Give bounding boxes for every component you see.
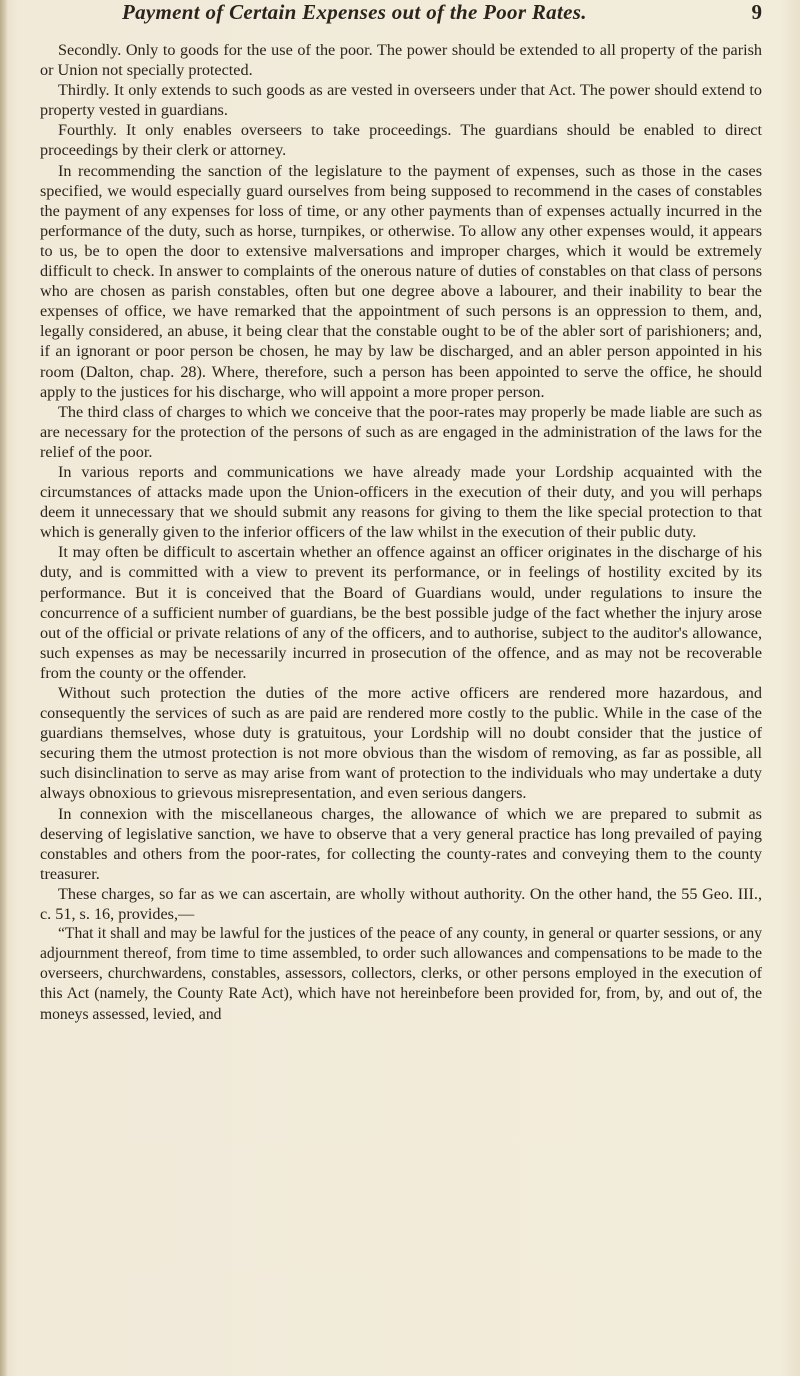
paragraph: In various reports and communications we have already made your Lordship acquainted with the circumstances of attacks made upon the Union-officers in the execution of their duty, and you will perhaps deem it unnecessary that we should submit any reasons for giving to them the like special protection to that which is generally given to the inferior officers of the law whilst in the execution of their public duty. — [40, 462, 762, 542]
paragraph: Thirdly. It only extends to such goods as are vested in overseers under that Act. The power should extend to property vested in guardians. — [40, 81, 762, 120]
body-text — [40, 40, 762, 1025]
paragraph: Fourthly. It only enables overseers to take proceedings. The guardians should be enabled to direct proceedings by their clerk or attorney. — [40, 121, 762, 160]
paragraph: The third class of charges to which we conceive that the poor-rates may properly be made liable are such as are necessary for the protection of the persons of such as are engaged in the administration of the laws for the relief of the poor. — [40, 402, 762, 461]
paragraph: It may often be difficult to ascertain whether an offence against an officer originates in the discharge of his duty, and is committed with a view to prevent its performance, or in feelings of hostility excited by its performance. But it is conceived that the Board of Guardians would, under regulations to insure the concurrence of a sufficient number of guardians, be the best possible judge of the fact whether the injury arose out of the official or private relations of any of the officers, and to authorise, subject to the auditor's allowance, such expenses as may be necessarily incurred in prosecution of the offence, and as may not be recoverable from the county or the offender. — [40, 543, 762, 682]
page-header — [122, 0, 762, 32]
paragraph: Secondly. Only to goods for the use of the poor. The power should be extended to all property of the parish or Union not specially protected. — [40, 41, 762, 80]
binding-shadow — [0, 0, 8, 1376]
paragraph: Without such protection the duties of the more active officers are rendered more hazardous, and consequently the services of such as are paid are rendered more costly to the public. While in the case of the guardians themselves, whose duty is gratuitous, your Lordship will no doubt consider that the justice of securing them the utmost protection is not more obvious than the wisdom of removing, as far as possible, all such disinclination to serve as may arise from want of protection to the individuals who may undertake a duty always obnoxious to grievous misrepresentation, and even serious dangers. — [40, 684, 762, 803]
paragraph: In connexion with the miscellaneous charges, the allowance of which we are prepared to submit as deserving of legislative sanction, we have to observe that a very general practice has long prevailed of paying constables and others from the poor-rates, for collecting the county-rates and conveying them to the county treasurer. — [40, 804, 762, 883]
running-head: Payment of Certain Expenses out of the Poor Rates. — [122, 0, 587, 24]
statute-quote: “That it shall and may be lawful for the justices of the peace of any county, in general or quarter sessions, or any adjournment thereof, from time to time assembled, to order such allowances and compensations to be made to the overseers, churchwardens, constables, assessors, collectors, clerks, or other persons employed in the execution of this Act (namely, the County Rate Act), which have not hereinbefore been provided for, from, by, and out of, the moneys assessed, levied, and — [40, 925, 762, 1023]
paragraph: In recommending the sanction of the legislature to the payment of expenses, such as those in the cases specified, we would especially guard ourselves from being supposed to recommend in the cases of constables the payment of any expenses for loss of time, or any other payments than of expenses actually incurred in the performance of the duty, such as horse, turnpikes, or otherwise. To allow any other expenses would, it appears to us, be to open the door to extensive malversations and improper charges, which it would be extremely difficult to check. In answer to complaints of the onerous nature of duties of constables on that class of persons who are chosen as parish constables, often but one degree above a labourer, and their inability to bear the expenses of office, we have remarked that the appointment of such persons is an oppression to them, and, legally considered, an abuse, it being clear that the constable ought to be of the abler sort of parishioners; and, if an ignorant or poor person be chosen, he may by law be discharged, and an abler person appointed in his room (Dalton, chap. 28). Where, therefore, such a person has been appointed to serve the office, he should apply to the justices for his discharge, who will appoint a more proper person. — [40, 161, 762, 401]
paragraph: These charges, so far as we can ascertain, are wholly without authority. On the other hand, the 55 Geo. III., c. 51, s. 16, provides,— — [40, 884, 762, 924]
page-number: 9 — [751, 0, 762, 24]
